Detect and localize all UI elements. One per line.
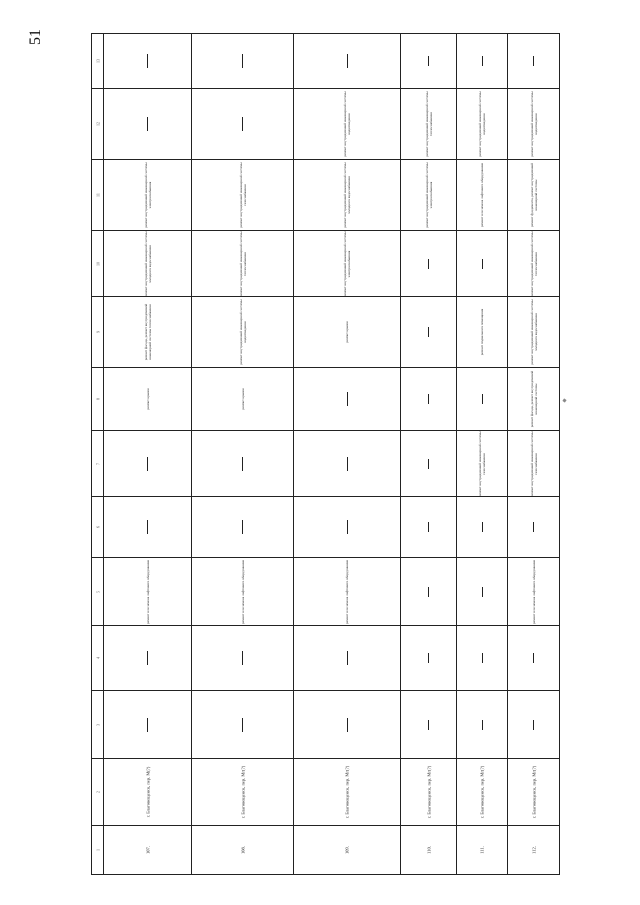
column-number: 6 bbox=[95, 526, 100, 528]
table-cell bbox=[191, 690, 294, 759]
empty-dash bbox=[482, 56, 483, 66]
column-number: 3 bbox=[95, 723, 100, 726]
address-cell bbox=[456, 758, 508, 826]
table-cell bbox=[456, 557, 508, 626]
table-cell bbox=[293, 625, 401, 691]
address-cell bbox=[400, 758, 457, 826]
cell-text: ремонт фасада, ремонт внутридомовой инженерной системы bbox=[529, 370, 538, 428]
row-address: 109. bbox=[344, 846, 350, 854]
cell-text: ремонт или замена лифтового оборудования bbox=[240, 559, 245, 624]
empty-dash bbox=[242, 117, 243, 131]
empty-dash bbox=[347, 651, 348, 665]
row-address: г. Благовещенск, пер. Мг(?) bbox=[240, 765, 245, 819]
address-cell bbox=[507, 758, 560, 826]
table-cell bbox=[191, 367, 294, 431]
column-number: 4 bbox=[95, 657, 100, 659]
table-cell bbox=[507, 88, 560, 160]
table-cell bbox=[103, 159, 192, 231]
empty-dash bbox=[242, 520, 243, 534]
table-cell bbox=[456, 367, 508, 431]
cell-text: ремонт или замена лифтового оборудования bbox=[531, 559, 536, 624]
cell-text: ремонт внутридомовой инженерной системы холодного водоснабжения bbox=[529, 299, 538, 365]
table-cell bbox=[456, 690, 508, 759]
table-cell bbox=[456, 33, 508, 89]
cell-text: ремонт внутридомовой инженерной системы газоснабжения bbox=[478, 430, 486, 497]
row-number-cell bbox=[191, 825, 294, 875]
empty-dash bbox=[347, 392, 348, 406]
empty-dash bbox=[428, 587, 429, 597]
row-number-cell bbox=[456, 825, 508, 875]
empty-dash bbox=[428, 394, 429, 404]
table-cell bbox=[507, 367, 560, 431]
row-address: 107. bbox=[145, 846, 150, 854]
table-cell bbox=[507, 230, 560, 297]
table-cell bbox=[191, 625, 294, 691]
cell-text: ремонт внутридомовой инженерной системы водоотведения bbox=[478, 91, 486, 157]
empty-dash bbox=[147, 651, 148, 665]
table-cell bbox=[293, 296, 401, 368]
table-cell bbox=[293, 159, 401, 231]
table-cell bbox=[103, 367, 192, 431]
cell-text: ремонт внутридомовой инженерной системы водоотведения bbox=[238, 299, 247, 365]
empty-dash bbox=[347, 54, 348, 68]
empty-dash bbox=[482, 720, 483, 730]
column-number: 1 bbox=[95, 849, 100, 851]
table-cell bbox=[400, 159, 457, 231]
table-cell bbox=[456, 625, 508, 691]
empty-dash bbox=[482, 653, 483, 663]
table-cell bbox=[400, 367, 457, 431]
address-cell bbox=[103, 758, 192, 826]
column-number: 2 bbox=[95, 791, 100, 793]
empty-dash bbox=[147, 520, 148, 534]
empty-dash bbox=[428, 720, 429, 730]
cell-text: ремонт фундамента, ремонт внутридомовой инженерной системы bbox=[529, 163, 538, 227]
table-cell bbox=[103, 33, 192, 89]
empty-dash bbox=[242, 457, 243, 471]
cell-text: ремонт внутридомовой инженерной системы электроснабжения bbox=[343, 230, 351, 297]
table-cell bbox=[293, 557, 401, 626]
table-cell bbox=[191, 159, 294, 231]
cell-text: ремонт внутридомовой инженерной системы газоснабжения bbox=[529, 430, 538, 497]
table-cell bbox=[507, 625, 560, 691]
column-number: 9 bbox=[95, 331, 100, 333]
table-cell bbox=[507, 430, 560, 497]
table-cell bbox=[456, 88, 508, 160]
row-address: г. Благовещенск, пер. Мг(?) bbox=[531, 765, 536, 819]
empty-dash bbox=[482, 259, 483, 269]
empty-dash bbox=[242, 54, 243, 68]
scan-speck bbox=[562, 398, 566, 402]
table-cell bbox=[400, 33, 457, 89]
table-cell bbox=[293, 690, 401, 759]
table-cell bbox=[293, 430, 401, 497]
empty-dash bbox=[533, 653, 534, 663]
table-cell bbox=[456, 496, 508, 558]
empty-dash bbox=[242, 718, 243, 732]
table-cell bbox=[103, 430, 192, 497]
table-cell bbox=[400, 625, 457, 691]
column-number: 11 bbox=[95, 193, 100, 197]
cell-text: ремонт подвального помещения bbox=[480, 308, 484, 356]
cell-text: ремонт внутридомовой инженерной системы холодного водоснабжения bbox=[143, 230, 152, 297]
row-address: г. Благовещенск, пер. Мг(?) bbox=[344, 765, 350, 819]
empty-dash bbox=[428, 327, 429, 337]
column-number: 12 bbox=[95, 122, 100, 126]
table-cell bbox=[456, 230, 508, 297]
column-number: 8 bbox=[95, 398, 100, 400]
cell-text: ремонт фасада, ремонт внутридомовой инженерной системы теплоснабжения bbox=[143, 303, 152, 361]
empty-dash bbox=[482, 394, 483, 404]
empty-dash bbox=[347, 457, 348, 471]
table-cell bbox=[103, 496, 192, 558]
row-address: г. Благовещенск, пер. М(?) bbox=[145, 766, 150, 818]
empty-dash bbox=[242, 651, 243, 665]
row-address: 108. bbox=[240, 846, 245, 854]
cell-text: ремонт крыши bbox=[345, 321, 349, 343]
empty-dash bbox=[147, 718, 148, 732]
table-cell bbox=[191, 296, 294, 368]
table-cell bbox=[507, 159, 560, 231]
table-cell bbox=[400, 88, 457, 160]
cell-text: ремонт внутридомовой инженерной системы водоотведения bbox=[529, 91, 538, 157]
table-cell bbox=[507, 33, 560, 89]
table-cell bbox=[191, 88, 294, 160]
table-cell bbox=[103, 230, 192, 297]
empty-dash bbox=[347, 718, 348, 732]
table-cell bbox=[191, 496, 294, 558]
table-cell bbox=[400, 690, 457, 759]
address-cell bbox=[191, 758, 294, 826]
table-cell bbox=[293, 230, 401, 297]
empty-dash bbox=[533, 522, 534, 532]
table-cell bbox=[507, 557, 560, 626]
row-address: 112. bbox=[531, 846, 536, 854]
table-cell bbox=[191, 557, 294, 626]
table-cell bbox=[293, 367, 401, 431]
table-cell bbox=[103, 296, 192, 368]
cell-text: ремонт внутридомовой инженерной системы электроснабжения bbox=[424, 162, 433, 228]
empty-dash bbox=[533, 56, 534, 66]
row-number-cell bbox=[103, 825, 192, 875]
table-cell bbox=[191, 33, 294, 89]
empty-dash bbox=[147, 54, 148, 68]
table-cell bbox=[293, 88, 401, 160]
table-cell bbox=[400, 430, 457, 497]
table-cell bbox=[507, 496, 560, 558]
table-cell bbox=[400, 496, 457, 558]
empty-dash bbox=[482, 522, 483, 532]
table-cell bbox=[103, 88, 192, 160]
table-cell bbox=[507, 690, 560, 759]
empty-dash bbox=[147, 117, 148, 131]
empty-dash bbox=[428, 653, 429, 663]
cell-text: ремонт внутридомовой инженерной системы газоснабжения bbox=[238, 162, 247, 228]
empty-dash bbox=[428, 259, 429, 269]
column-number: 7 bbox=[95, 462, 100, 465]
cell-text: ремонт внутридомовой инженерной системы электроснабжения bbox=[143, 162, 152, 228]
cell-text: ремонт или замена лифтового оборудования bbox=[345, 559, 349, 624]
cell-text: ремонт внутридомовой инженерной системы теплоснабжения bbox=[529, 230, 538, 297]
column-number: 13 bbox=[95, 59, 100, 63]
cell-text: ремонт внутридомовой инженерной системы теплоснабжения bbox=[424, 91, 433, 157]
cell-text: ремонт крыши bbox=[240, 388, 245, 410]
address-cell bbox=[293, 758, 401, 826]
page-number: 51 bbox=[27, 29, 44, 45]
row-number-cell bbox=[400, 825, 457, 875]
row-address: 111. bbox=[479, 846, 485, 854]
empty-dash bbox=[347, 520, 348, 534]
cell-text: ремонт внутридомовой инженерной системы теплоснабжения bbox=[238, 230, 247, 297]
row-address: г. Благовещенск, пер. Мг(?) bbox=[479, 765, 485, 819]
empty-dash bbox=[147, 457, 148, 471]
table-cell bbox=[103, 690, 192, 759]
row-number-cell bbox=[293, 825, 401, 875]
table-cell bbox=[400, 230, 457, 297]
table-cell bbox=[191, 230, 294, 297]
cell-text: ремонт или замена лифтового оборудования bbox=[480, 163, 484, 227]
empty-dash bbox=[428, 522, 429, 532]
table-cell bbox=[400, 557, 457, 626]
table-cell bbox=[103, 625, 192, 691]
table-cell bbox=[293, 496, 401, 558]
cell-text: ремонт крыши bbox=[145, 388, 150, 410]
table-cell bbox=[456, 430, 508, 497]
doc-table bbox=[91, 33, 559, 874]
cell-text: ремонт или замена лифтового оборудования bbox=[145, 559, 150, 624]
row-address: 110. bbox=[426, 846, 431, 854]
empty-dash bbox=[428, 459, 429, 469]
empty-dash bbox=[428, 56, 429, 66]
table-cell bbox=[507, 296, 560, 368]
row-address: г. Благовещенск, пер. Мг(?) bbox=[426, 765, 431, 819]
column-number: 10 bbox=[95, 261, 100, 266]
cell-text: ремонт внутридомовой инженерной системы холодного водоснабжения bbox=[343, 162, 351, 228]
empty-dash bbox=[533, 720, 534, 730]
table-cell bbox=[103, 557, 192, 626]
cell-text: ремонт внутридомовой инженерной системы водоотведения bbox=[343, 91, 351, 157]
row-number-cell bbox=[507, 825, 560, 875]
table-cell bbox=[191, 430, 294, 497]
table-cell bbox=[400, 296, 457, 368]
table-cell bbox=[293, 33, 401, 89]
table-cell bbox=[456, 159, 508, 231]
empty-dash bbox=[482, 587, 483, 597]
table-cell bbox=[456, 296, 508, 368]
column-number: 5 bbox=[95, 590, 100, 593]
